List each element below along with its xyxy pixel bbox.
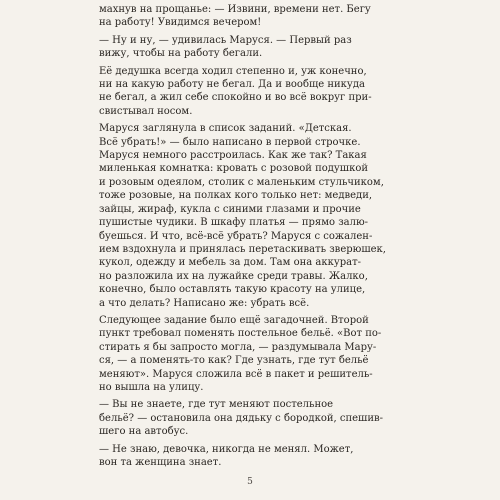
paragraph-3: Её дедушка всегда ходил степенно и, уж конечно, ни на какую работу не бегал. Да и вообще никуда не бегал, а жил себе спокойно и во всё вокруг при- свистывал носом. xyxy=(99,65,372,117)
paragraph-4: Маруся заглянула в список заданий. «Детская. Всё убрать!» — было написано в первой строчке. Маруся немного расстроилась. Как же так? Такая миленькая комнатка: кровать с розовой подушкой и розовым одеялом, столик с маленьким стульчиком, тоже розовые, на полках кого только нет: медведи, зайцы, жираф, кукла с синими глазами и прочие пушистые чудики. В шкафу платья — прямо залю- буешься. И что, всё-всё убрать? Маруся с сожален- ием вздохнула и принялась перетаскивать зверюшек, кукол, одежду и мебель за дом. Там она аккурат- но разложила их на лужайке среди травы. Жалко, конечно, было оставлять такую красоту на улице, а что делать? Написано же: убрать всё. xyxy=(99,123,386,309)
paragraph-7: — Не знаю, девочка, никогда не менял. Может, вон та женщина знает. xyxy=(99,443,354,468)
paragraph-1: махнув на прощанье: — Извини, времени нет. Бегу на работу! Увидимся вечером! xyxy=(99,4,371,29)
paragraph-2: — Ну и ну, — удивилась Маруся. — Первый раз вижу, чтобы на работу бегали. xyxy=(99,34,352,60)
paragraph-6: — Вы не знаете, где тут меняют постельное бельё? — остановила она дядьку с бородкой, спешив- шего на автобус. xyxy=(99,399,384,438)
paragraph-5: Следующее задание было ещё загадочней. Второй пункт требовал поменять постельное бельё. «Вот по- стирать я бы запросто могла, — раздумывала Мару- ся, — а поменять-то как? Где узнать, где тут бельё меняют». Маруся сложила всё в пакет и решитель- но вышла на улицу. xyxy=(99,314,382,393)
body-text xyxy=(99,3,389,469)
page-number: 5 xyxy=(247,477,253,487)
